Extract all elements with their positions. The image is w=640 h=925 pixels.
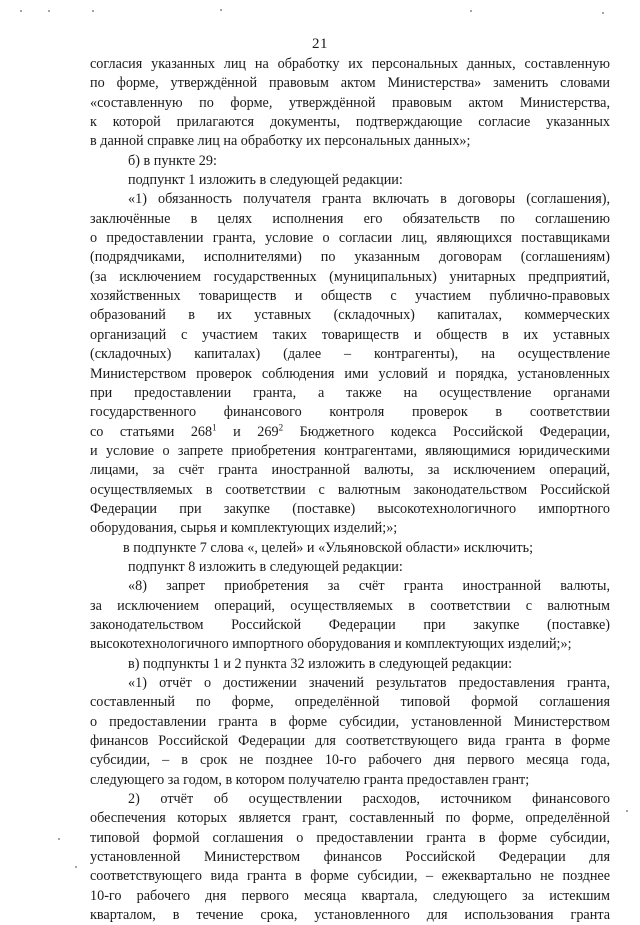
text-fragment: и 269 bbox=[216, 423, 279, 440]
scan-speck bbox=[602, 12, 604, 14]
paragraph-consent-replacement bbox=[90, 55, 610, 152]
text-line: законодательством Российской Федерации при закупке (поставке) bbox=[90, 616, 610, 633]
paragraph-subpoint-1-intro: подпункт 1 изложить в следующей редакции: bbox=[128, 172, 403, 189]
scan-speck bbox=[220, 9, 222, 11]
text-line: Министерством проверок соблюдения ими условий и порядка, установленных bbox=[90, 365, 610, 382]
text-line: соответствующего вида гранта в форме субсидии, – ежеквартально не позднее bbox=[90, 868, 610, 885]
text-line: оборудования, сырья и комплектующих изделий;»; bbox=[90, 520, 398, 537]
text-line: типовой формой соглашения о предоставлении гранта в форме субсидии, bbox=[90, 829, 610, 846]
text-line: обеспечения которых является грант, составленный по форме, определённой bbox=[90, 810, 610, 827]
text-line: кварталом, в течение срока, установленного для использования гранта bbox=[90, 907, 610, 924]
text-line: «8) запрет приобретения за счёт гранта иностранной валюты, bbox=[128, 578, 610, 595]
scan-speck bbox=[48, 10, 50, 12]
text-line: и условие о запрете приобретения контрагентами, являющимися юридическими bbox=[90, 442, 610, 459]
text-line: государственного финансового контроля проверок в соответствии bbox=[90, 404, 610, 421]
text-line: заключённые в целях исполнения его обязательств по соглашению bbox=[90, 210, 610, 227]
paragraph-point-32: в) подпункты 1 и 2 пункта 32 изложить в следующей редакции: bbox=[128, 655, 513, 672]
text-line: хозяйственных товариществ и обществ с участием публично-правовых bbox=[90, 288, 610, 305]
text-line: (складочных) капиталах) (далее – контрагенты), на осуществление bbox=[90, 346, 610, 363]
scan-speck bbox=[626, 810, 628, 812]
text-line: «1) обязанность получателя гранта включать в договоры (соглашения), bbox=[128, 191, 610, 208]
text-line: установленной Министерством финансов Российской Федерации для bbox=[90, 849, 610, 866]
text-line: составленный по форме, определённой типовой формой соглашения bbox=[90, 694, 610, 711]
scan-speck bbox=[58, 838, 60, 840]
text-line-budget-code bbox=[90, 423, 610, 442]
paragraph-subpoint-8-text bbox=[90, 577, 610, 654]
text-line: о предоставлении гранта в форме субсидии, установленной Министерством bbox=[90, 713, 610, 730]
scan-speck bbox=[75, 866, 77, 868]
text-line: следующего за годом, в котором получателю гранта предоставлен грант; bbox=[90, 771, 530, 788]
superscript: 1 bbox=[212, 421, 217, 432]
text-line: согласия указанных лиц на обработку их персональных данных, составленную bbox=[90, 56, 610, 72]
text-line: высокотехнологичного импортного оборудования и комплектующих изделий;»; bbox=[90, 636, 572, 653]
text-line: к которой прилагаются документы, подтверждающие согласие указанных bbox=[90, 114, 610, 131]
text-line: при предоставлении гранта, а также на осуществление органами bbox=[90, 384, 610, 401]
text-line: в данной справке лиц на обработку их персональных данных»; bbox=[90, 133, 471, 150]
text-line: по форме, утверждённой правовым актом Министерства» заменить словами bbox=[90, 75, 610, 92]
text-fragment: со статьями 268 bbox=[90, 423, 213, 440]
text-line: финансов Российской Федерации для соответствующего вида гранта в форме bbox=[90, 733, 610, 750]
text-line: лицами, за счёт гранта иностранной валюты, за исключением операций, bbox=[90, 462, 610, 479]
paragraph-report-1 bbox=[90, 674, 610, 790]
superscript: 2 bbox=[278, 421, 284, 432]
text-line: 2) отчёт об осуществлении расходов, источником финансового bbox=[128, 791, 610, 808]
document-body bbox=[90, 55, 610, 925]
text-line: 10-го рабочего дня первого месяца квартала, следующего за истекшим bbox=[90, 887, 610, 904]
text-line: (за исключением государственных (муниципальных) унитарных предприятий, bbox=[90, 268, 610, 285]
scan-speck bbox=[92, 10, 94, 12]
paragraph-subpoint-7: в подпункте 7 слова «, целей» и «Ульяновской области» исключить; bbox=[123, 539, 534, 556]
text-line: о предоставлении гранта, условие о согласии лиц, являющихся поставщиками bbox=[90, 230, 610, 247]
text-line: за исключением операций, осуществляемых в соответствии с валютным bbox=[90, 597, 610, 614]
page-number: 21 bbox=[312, 36, 328, 52]
paragraph-point-29: б) в пункте 29: bbox=[128, 152, 217, 169]
text-fragment: Бюджетного кодекса Российской Федерации, bbox=[283, 423, 611, 440]
text-line: «1) отчёт о достижении значений результатов предоставления гранта, bbox=[128, 675, 610, 691]
text-line: «составленную по форме, утверждённой правовым актом Министерства, bbox=[90, 94, 610, 111]
text-line: образований в их уставных (складочных) капиталах, коммерческих bbox=[90, 307, 610, 324]
text-line: организаций с участием таких товариществ и обществ в их уставных bbox=[90, 326, 610, 343]
text-line: осуществляемых в соответствии с валютным законодательством Российской bbox=[90, 481, 610, 498]
text-line: субсидии, – в срок не позднее 10-го рабочего дня первого месяца года, bbox=[90, 752, 610, 769]
scan-speck bbox=[470, 10, 472, 12]
text-line: Федерации при закупке (поставке) высокотехнологичного импортного bbox=[90, 500, 610, 517]
text-line: (подрядчиками, исполнителями) по указанным договорам (соглашениям) bbox=[90, 249, 610, 266]
scan-speck bbox=[20, 10, 22, 12]
paragraph-subpoint-8-intro: подпункт 8 изложить в следующей редакции: bbox=[128, 558, 403, 575]
paragraph-subpoint-1-text bbox=[90, 190, 610, 538]
